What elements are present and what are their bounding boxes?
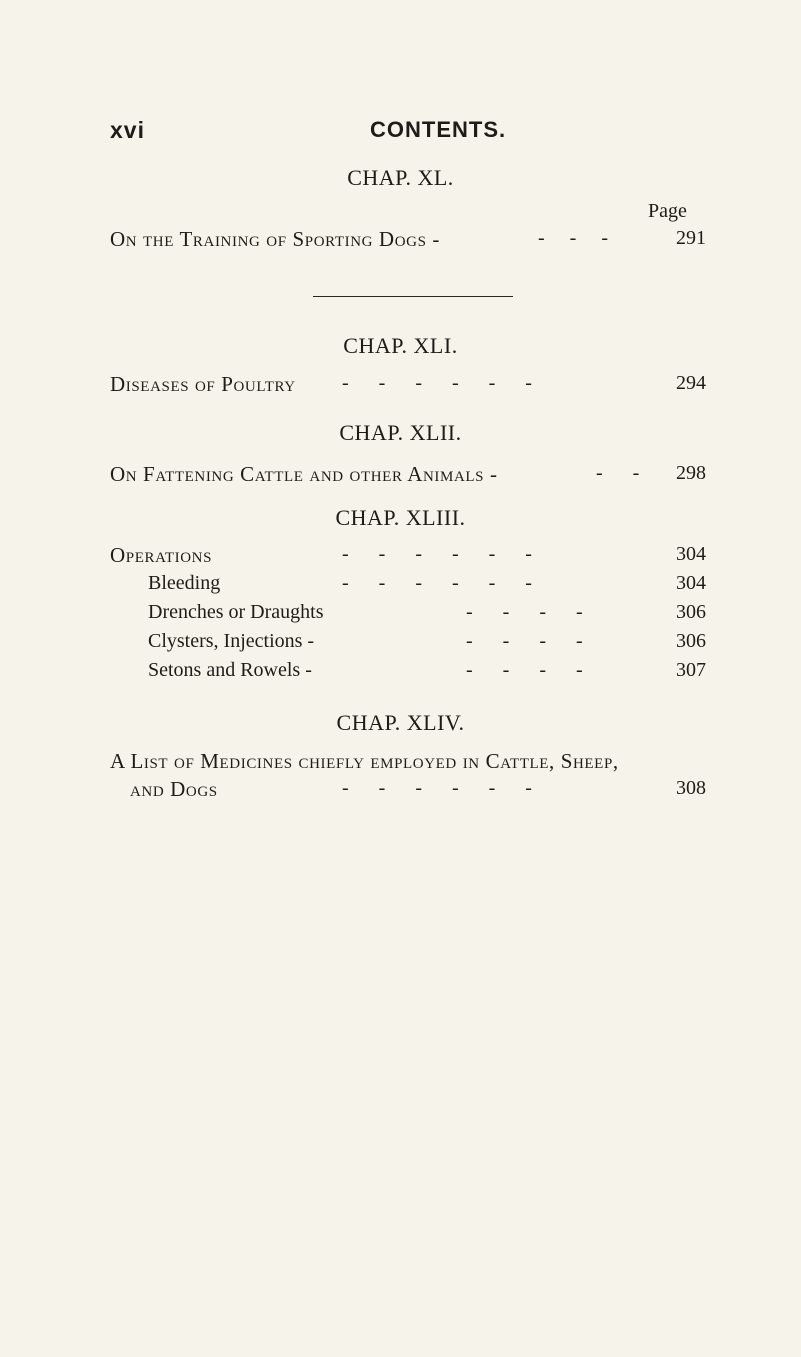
toc-entry-leader: - - - [538,227,608,249]
chapter-heading-xl: CHAP. XL. [347,165,454,190]
toc-entry[interactable] [0,462,801,490]
toc-entry-label: Operations [110,543,213,567]
toc-entry[interactable] [0,630,801,658]
page-folio: xvi [110,117,145,143]
toc-entry-label: Bleeding [148,572,221,594]
toc-entry-label: Setons and Rowels - [148,659,312,681]
toc-entry[interactable] [0,777,801,805]
toc-entry-page: 308 [676,777,706,799]
toc-entry-page: 304 [676,572,706,594]
chapter-heading-xliii: CHAP. XLIII. [335,505,466,530]
page-column-header: Page [648,200,687,222]
toc-entry-leader: - - - - [466,659,583,681]
toc-entry[interactable] [0,749,801,777]
toc-entry-leader: - - - - - - [342,372,532,394]
toc-entry-page: 306 [676,601,706,623]
toc-entry-label: Diseases of Poultry [110,372,296,396]
toc-entry-label: and Dogs [130,777,218,801]
toc-entry-page: 307 [676,659,706,681]
running-title: CONTENTS. [370,117,507,142]
chapter-heading-xlii: CHAP. XLII. [339,420,462,445]
toc-entry-page: 306 [676,630,706,652]
toc-entry[interactable] [0,227,801,255]
toc-entry-leader: - - - - [466,630,583,652]
toc-entry-page: 304 [676,543,706,565]
toc-entry-page: 298 [676,462,706,484]
section-divider [313,296,513,297]
toc-entry[interactable] [0,543,801,571]
chapter-heading-xli: CHAP. XLI. [343,333,458,358]
toc-entry-label: A List of Medicines chiefly employed in Cattle, Sheep, [110,749,619,773]
toc-entry-page: 294 [676,372,706,394]
toc-entry-label: Clysters, Injections - [148,630,315,652]
running-head [0,117,801,147]
toc-entry[interactable] [0,372,801,400]
toc-entry[interactable] [0,572,801,600]
toc-entry-leader: - - - - - - [342,543,532,565]
toc-entry-leader: - - - - - - [342,777,532,799]
toc-entry-leader: - - - - - - [342,572,532,594]
chapter-heading-xliv: CHAP. XLIV. [336,710,465,735]
toc-entry[interactable] [0,601,801,629]
toc-entry-label: On the Training of Sporting Dogs - [110,227,440,251]
toc-entry-label: Drenches or Draughts [148,601,324,623]
toc-entry-leader: - - - - [466,601,583,623]
toc-entry-page: 291 [676,227,706,249]
toc-entry[interactable] [0,659,801,687]
toc-entry-label: On Fattening Cattle and other Animals - [110,462,498,486]
toc-entry-leader: - - [596,462,640,484]
